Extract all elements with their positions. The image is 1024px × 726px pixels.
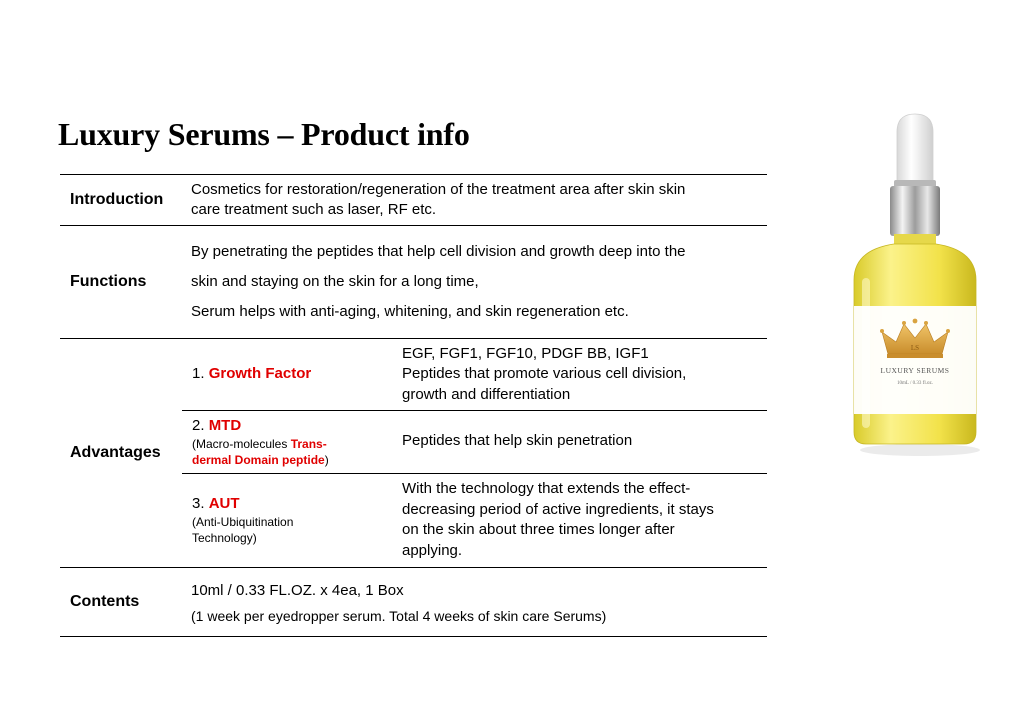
bottle-shadow — [860, 444, 980, 456]
advantage-sub-mtd: (Macro-molecules Trans- dermal Domain peptide) — [192, 436, 329, 467]
contents-row — [60, 568, 767, 637]
introduction-label: Introduction — [60, 175, 182, 226]
advantage-name-mtd: MTD — [208, 416, 242, 434]
dropper-cap — [890, 186, 940, 236]
crown-letter: LS — [910, 344, 920, 352]
functions-label: Functions — [60, 226, 182, 339]
advantage-name-growth-factor: Growth Factor — [208, 365, 312, 383]
advantages-cell — [182, 339, 767, 568]
introduction-row — [60, 175, 767, 226]
advantage-desc-aut: With the technology that extends the effect- decreasing period of active ingredients, it stays on the skin about three times longer after applying. — [392, 473, 767, 567]
advantages-row — [60, 339, 767, 568]
serum-bottle-image — [840, 110, 990, 470]
advantages-label: Advantages — [60, 339, 182, 568]
functions-row — [60, 226, 767, 339]
functions-text: By penetrating the peptides that help cell division and growth deep into the skin and staying on the skin for a long time, Serum helps with anti-aging, whitening, and skin regeneration etc. — [182, 226, 767, 339]
product-info-table — [60, 174, 767, 637]
contents-text: 10ml / 0.33 FL.OZ. x 4ea, 1 Box (1 week per eyedropper serum. Total 4 weeks of skin care Serums) — [182, 568, 767, 637]
advantage-mtd: 2. MTD (Macro-molecules Trans- dermal Domain peptide) Peptides that help skin penetration — [182, 410, 767, 473]
contents-label: Contents — [60, 568, 182, 637]
bottle-brand: LUXURY SERUMS — [880, 366, 950, 375]
dropper-bulb — [897, 114, 933, 184]
bottle-neck — [894, 234, 936, 244]
advantage-aut: 3. AUT (Anti-Ubiquitination Technology) With the technology that extends the effect- decreasing period of active ingredients, it stays on the skin about three times longer after applying. — [182, 473, 767, 567]
introduction-text: Cosmetics for restoration/regeneration of the treatment area after skin skin care treatment such as laser, RF etc. — [182, 175, 767, 226]
advantages-table — [182, 339, 767, 567]
advantage-desc-growth-factor: EGF, FGF1, FGF10, PDGF BB, IGF1 Peptides that promote various cell division, growth and differentiation — [402, 344, 687, 403]
advantage-name-aut: AUT — [208, 495, 240, 513]
advantage-growth-factor: 1. Growth Factor EGF, FGF1, FGF10, PDGF BB, IGF1 Peptides that promote various cell division, growth and differentiation — [182, 339, 767, 410]
advantage-desc-mtd: Peptides that help skin penetration — [392, 410, 767, 473]
page-title: Luxury Serums – Product info — [58, 116, 470, 152]
advantage-sub-aut: (Anti-Ubiquitination Technology) — [192, 515, 294, 546]
bottle-volume: 10mL / 0.33 fl.oz. — [897, 381, 933, 386]
